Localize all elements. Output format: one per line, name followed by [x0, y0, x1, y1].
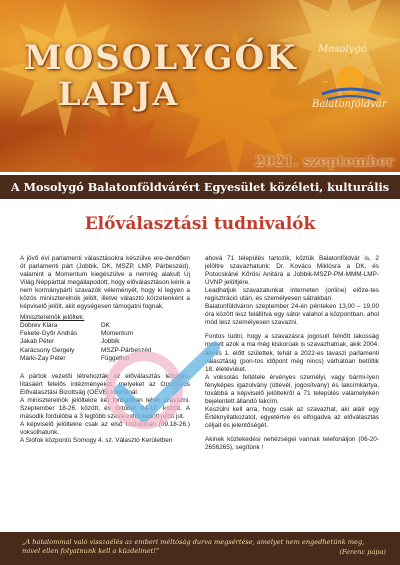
paragraph: Balatonföldváron szeptember 24-én pénteken 13,00 – 19,00 óra között lesz felállítva egy sátor valahol a központban, ahol mód lesz személyesen szavazni.: [205, 303, 379, 327]
list-item: [20, 322, 190, 330]
candidate-party: Momentum: [101, 330, 133, 338]
paragraph: ahová 71 település tartozik, köztük Balatonföldvár is, 2 jelöltre szavazhatunk: Dr. Kovács Miklósra a DK, és Potocskáné Kőrösi Anitára a Jobbik-MSZP-PM-MMM-LMP-ÚVNP jelöltjére.: [205, 255, 379, 287]
masthead-title-line2: LAPJA: [58, 75, 180, 113]
list-item: [20, 330, 190, 338]
candidate-list: [20, 322, 190, 362]
candidate-name: Fekete-Győr András: [20, 330, 78, 338]
paragraph: A miniszterelnök jelöltekre két fordulóban lehet szavazni. Szeptember 18-26. között, és október 04-10. között. A második fordulóba a 3 legtöbb szava-zatot kapott jelölt jut.: [20, 396, 190, 420]
paragraph: A voksolás feltétele érvényes személyi, vagy bármi-lyen fényképes igazolvány (útlevél, jogosítvány) és lakcímkártya, továbbá a képviselő jelöltekről a 71 település valamelyikén bejelentett állandó lakcím.: [205, 373, 379, 405]
candidate-name: Márki-Zay Péter: [20, 354, 66, 362]
paragraph: A pártok vezetői létrehozták az előválasztás lebonyo-lításáért felelős intézményeket, melyeket az Orszá-gos Előválasztási Bizottság (OEVB) koordinál.: [20, 372, 190, 396]
paragraph: Készülni kell arra, hogy csak az szavazhat, aki aláír egy Értéknyilatkozatot, egyetértve és elfogadva az előválasztás céljait és jelentőségét.: [205, 405, 379, 429]
paragraph: A Siófok központú Somogy 4. sz. Választó Kerületben: [20, 436, 173, 444]
masthead-title-line1: MOSOLYGÓK: [24, 38, 298, 78]
subtitle-banner: [0, 175, 400, 218]
paragraph: Leadhatjuk szavazatunkat interneten (online) előze-tes regisztráció után, és személyesen sátrakban.: [205, 287, 379, 303]
candidate-name: Jakab Péter: [20, 338, 55, 346]
logo-text-bottom: Balatonföldvár: [312, 99, 387, 110]
footer-quote: „A hatalommal való visszaélés az emberi méltóság durva megsértése, amelyet nem engedhetünk meg, mivel ellen folyatnunk kell a küzdelmet!”: [22, 538, 365, 555]
right-column: [205, 255, 379, 452]
paragraph: A jövő évi parlamenti választásokra készülve ere-dendően öt parlamenti párt (Jobbik, DK, MSZP, LMP, Párbeszéd), valamint a Momentum kiegészülve a nemrég alakult Új Világ Néppárttal megállapodott, hogy előválasztáson kérik a nem kormánypárti szavazók véleményét, hogy ki legyen a közös miniszterelnök jelölt, illetve választó körzetenként a képviselő jelölt, akit egységesen támogatni fognak.: [20, 255, 190, 311]
candidate-party: Független: [101, 354, 130, 362]
article-headline: Előválasztási tudnivalók: [84, 214, 316, 234]
list-item: [20, 338, 190, 346]
candidate-name: Dobrev Klára: [20, 322, 58, 330]
footer-quote-bar: [0, 532, 400, 565]
quote-author: (Ferenc pápa): [339, 548, 386, 556]
candidate-party: DK: [101, 322, 110, 330]
paragraph: A képviselő jelöltekre csak az első fordulóban (09.18-26.) voksolhatunk.: [20, 420, 190, 436]
candidate-party: MSZP-Párbeszéd: [101, 346, 152, 354]
logo-text-top: Mosolygó: [318, 44, 367, 55]
paragraph: Akinek közlekedési nehézségei vannak telefonáljon (06-20-2656265), segítünk !: [205, 435, 379, 452]
issue-date: 2021. szeptember: [254, 154, 394, 170]
list-item: [20, 347, 190, 355]
candidates-heading: Miniszterelnök jelöltek:: [20, 314, 85, 322]
paragraph: Fontos tudni, hogy a szavazásra jogosult felnőtt lakosság mellett azok a ma még kiskorúak is szavazhatnak, akik 2004. április 1. előtt születtek, tehát a 2022-es tavaszi parlamenti választásig (pon-tos időpont még nincs) várhatóan betöltik 18. életévüket.: [205, 333, 379, 373]
list-item: [20, 355, 190, 363]
candidate-party: Jobbik: [101, 338, 120, 346]
header-image: [0, 0, 400, 172]
left-column: [20, 255, 190, 445]
subtitle-text: A Mosolygó Balatonföldvárért Egyesület közéleti, kulturális lapja: [10, 180, 390, 218]
candidate-name: Karácsony Gergely: [20, 346, 75, 354]
